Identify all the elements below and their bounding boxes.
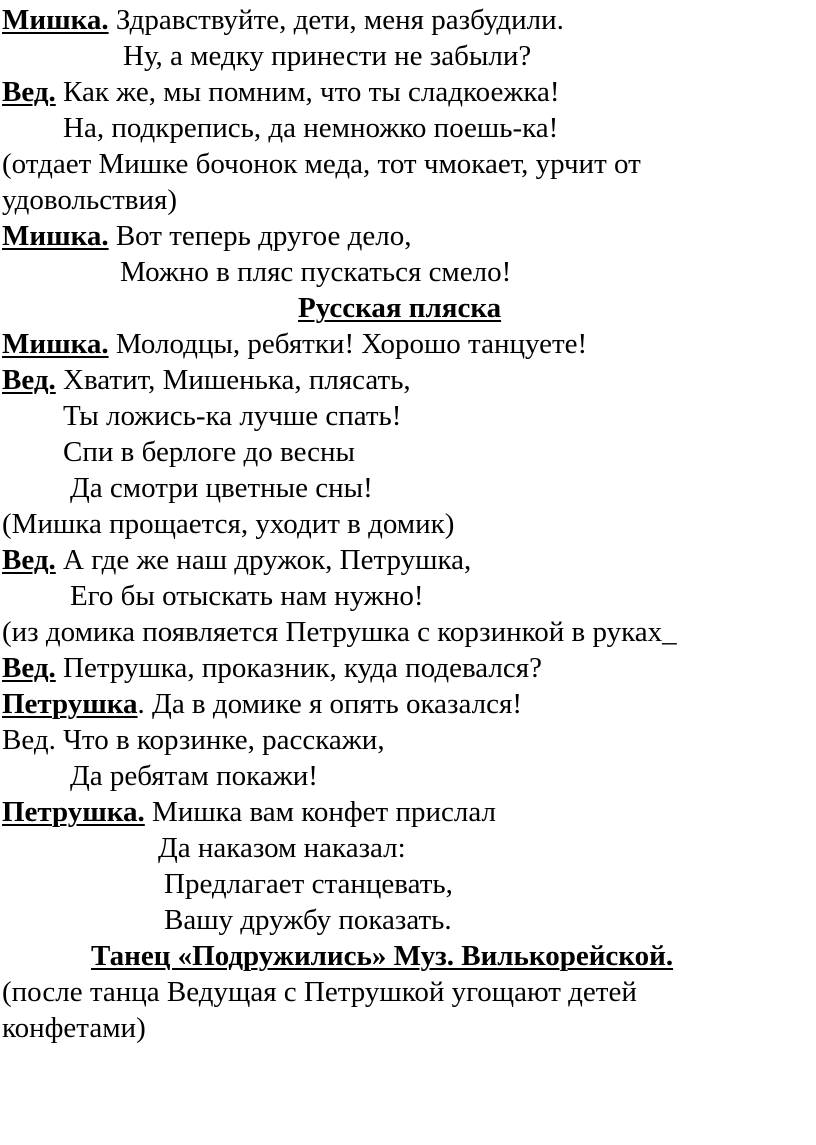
line-text: Как же, мы помним, что ты сладкоежка! (55, 76, 560, 108)
script-line (63, 434, 355, 470)
script-line (164, 902, 452, 938)
line-text: Спи в берлоге до весны (63, 436, 356, 468)
speaker-name: Мишка. (2, 328, 109, 360)
line-text: Мишка вам конфет прислал (144, 796, 496, 828)
line-text: (Мишка прощается, уходит в домик) (2, 508, 455, 540)
line-text: Вед. Что в корзинке, расскажи, (2, 724, 385, 756)
line-text: Да смотри цветные сны! (70, 472, 373, 504)
script-line (2, 542, 471, 578)
script-line (123, 38, 531, 74)
script-line (2, 722, 385, 758)
line-text: Хватит, Мишенька, плясать, (55, 364, 411, 396)
line-text: (отдает Мишке бочонок меда, тот чмокает, урчит от (2, 148, 641, 180)
line-text: Да ребятам покажи! (70, 760, 318, 792)
line-text: На, подкрепись, да немножко поешь-ка! (63, 112, 559, 144)
line-text: Петрушка, проказник, куда подевался? (55, 652, 542, 684)
stage-direction (2, 974, 637, 1010)
speaker-name: Петрушка (2, 688, 138, 720)
line-text: А где же наш дружок, Петрушка, (55, 544, 472, 576)
line-text: Ты ложись-ка лучше спать! (63, 400, 402, 432)
stage-direction (2, 182, 177, 218)
script-line (63, 110, 558, 146)
script-line (63, 398, 401, 434)
script-line (2, 686, 522, 722)
script-line (2, 326, 587, 362)
line-text: . Да в домике я опять оказался! (137, 688, 522, 720)
line-text: Ну, а медку принести не забыли? (123, 40, 532, 72)
line-text: Предлагает станцевать, (164, 868, 453, 900)
line-text: Его бы отыскать нам нужно! (70, 580, 424, 612)
line-text: Вот теперь другое дело, (108, 220, 412, 252)
line-text: Молодцы, ребятки! Хорошо танцуете! (108, 328, 588, 360)
script-line (158, 830, 406, 866)
script-line (2, 794, 496, 830)
script-line (2, 218, 412, 254)
section-heading: Танец «Подружились» Муз. Вилькорейской. (91, 940, 674, 972)
stage-direction (2, 614, 677, 650)
line-text: конфетами) (2, 1012, 146, 1044)
stage-direction (2, 1010, 146, 1046)
line-text: (из домика появляется Петрушка с корзинкой в руках_ (2, 616, 677, 648)
section-heading: Русская пляска (298, 292, 502, 324)
script-line (70, 758, 318, 794)
speaker-name: Петрушка. (2, 796, 145, 828)
script-line (2, 362, 411, 398)
stage-direction (2, 146, 641, 182)
line-text: Можно в пляс пускаться смело! (120, 256, 512, 288)
script-line (2, 74, 560, 110)
script-line (2, 650, 542, 686)
line-text: Вашу дружбу показать. (164, 904, 452, 936)
speaker-name: Мишка. (2, 220, 109, 252)
script-line (2, 2, 564, 38)
script-line (120, 254, 511, 290)
line-text: удовольствия) (2, 184, 177, 216)
speaker-name: Вед. (2, 76, 56, 108)
speaker-name: Вед. (2, 652, 56, 684)
line-text: (после танца Ведущая с Петрушкой угощают детей (2, 976, 637, 1008)
script-line (164, 866, 453, 902)
speaker-name: Вед. (2, 544, 56, 576)
speaker-name: Вед. (2, 364, 56, 396)
script-line (70, 470, 373, 506)
line-text: Да наказом наказал: (158, 832, 406, 864)
script-line (70, 578, 424, 614)
speaker-name: Мишка. (2, 4, 109, 36)
stage-direction (2, 506, 454, 542)
line-text: Здравствуйте, дети, меня разбудили. (108, 4, 564, 36)
